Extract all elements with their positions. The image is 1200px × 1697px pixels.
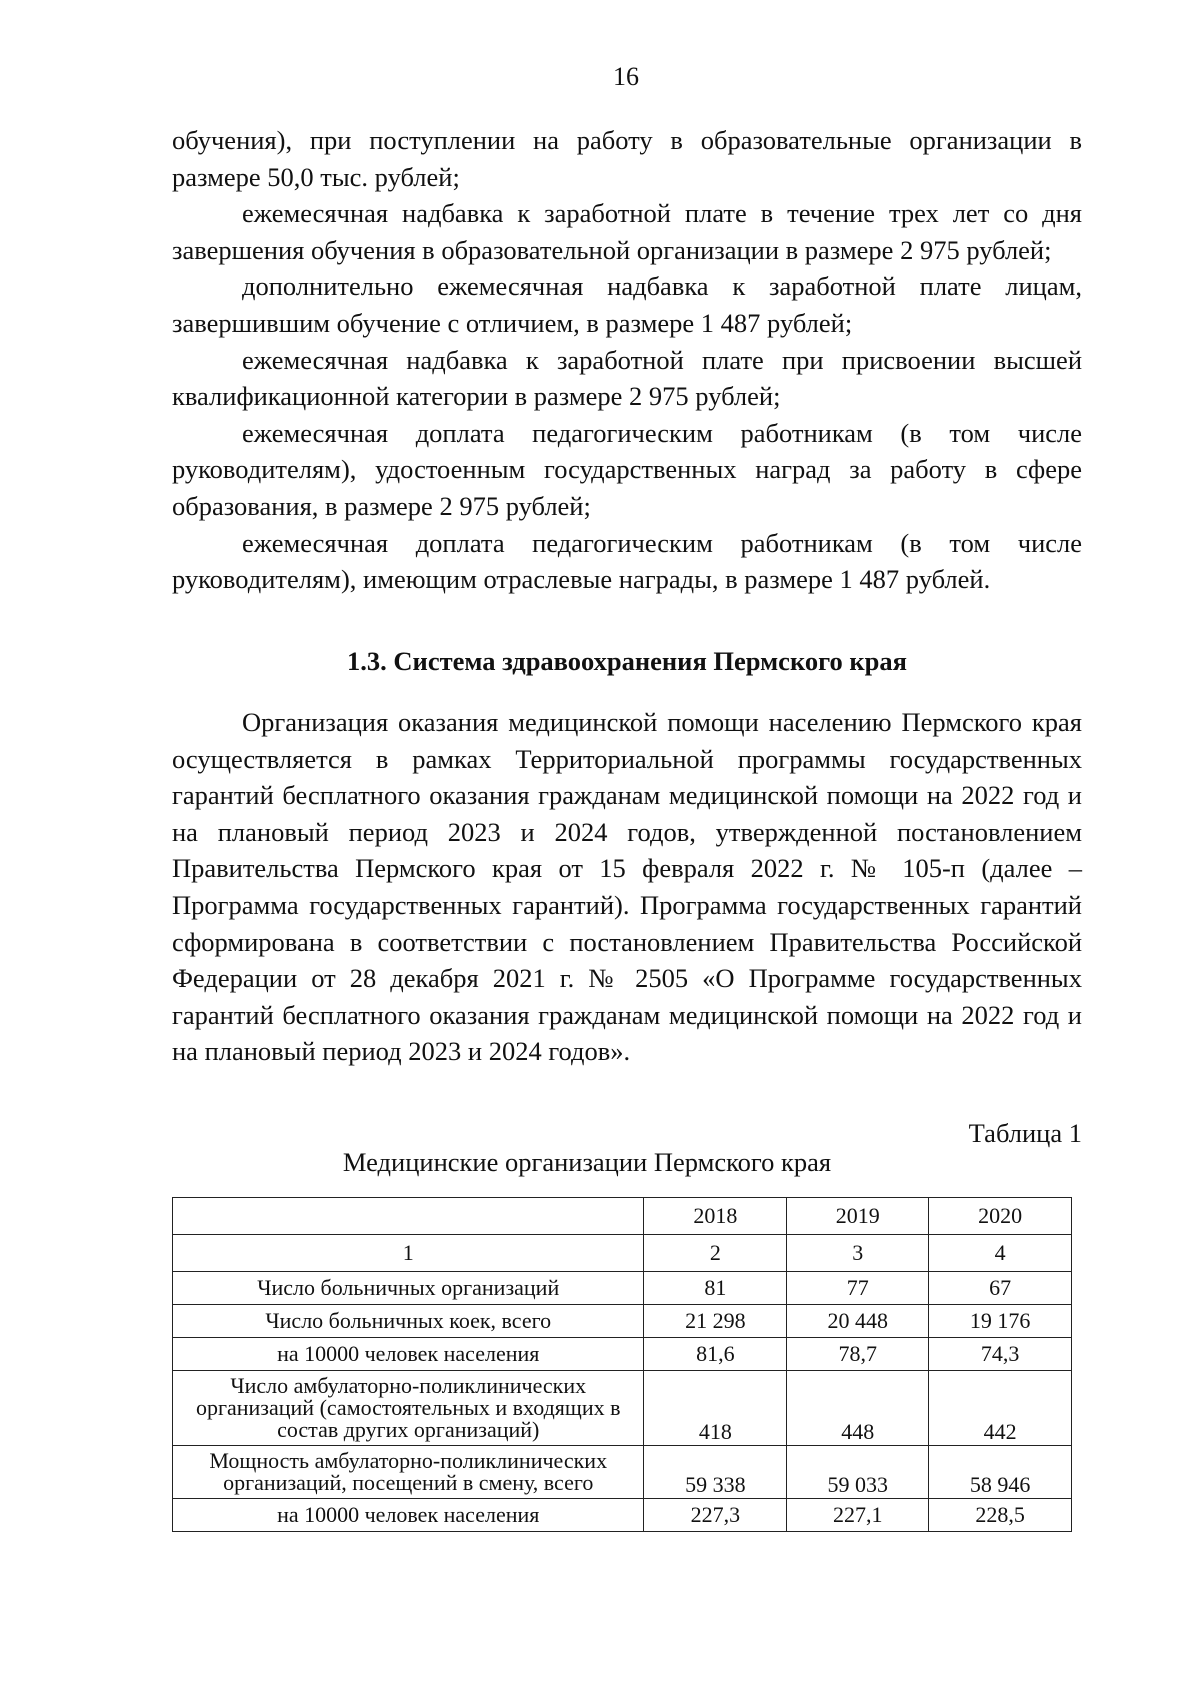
paragraph: ежемесячная доплата педагогическим работникам (в том числе руководителям), имеющим отраслевые награды, в размере 1 487 рублей. bbox=[172, 527, 1082, 595]
table-row-label: на 10000 человек населения bbox=[173, 1338, 644, 1371]
table-header-cell: 2019 bbox=[787, 1198, 929, 1235]
table-row-label: на 10000 человек населения bbox=[173, 1499, 644, 1532]
table-cell: 418 bbox=[644, 1371, 787, 1446]
table-cell: 78,7 bbox=[787, 1338, 929, 1371]
table-cell: 67 bbox=[929, 1272, 1072, 1305]
table-number-label: Таблица 1 bbox=[968, 1118, 1082, 1148]
table-cell: 227,1 bbox=[787, 1499, 929, 1532]
section-heading: 1.3. Система здравоохранения Пермского края bbox=[347, 646, 907, 676]
table-cell: 227,3 bbox=[644, 1499, 787, 1532]
table-row bbox=[173, 1499, 1072, 1532]
table-cell: 228,5 bbox=[929, 1499, 1072, 1532]
table-cell: 19 176 bbox=[929, 1305, 1072, 1338]
table-cell: 74,3 bbox=[929, 1338, 1072, 1371]
table-cell: 59 033 bbox=[787, 1446, 929, 1499]
table-column-number: 1 bbox=[173, 1235, 644, 1272]
table-header-row bbox=[173, 1198, 1072, 1235]
table-cell: 21 298 bbox=[644, 1305, 787, 1338]
table-cell: 77 bbox=[787, 1272, 929, 1305]
table-row bbox=[173, 1272, 1072, 1305]
table-header-cell: 2018 bbox=[644, 1198, 787, 1235]
section-text-block bbox=[172, 704, 1082, 1070]
table-column-number: 4 bbox=[929, 1235, 1072, 1272]
table-column-number-row bbox=[173, 1235, 1072, 1272]
table-cell: 59 338 bbox=[644, 1446, 787, 1499]
paragraph: ежемесячная доплата педагогическим работникам (в том числе руководителям), удостоенным государственных наград за работу в сфере образования, в размере 2 975 рублей; bbox=[172, 417, 1082, 521]
table-column-number: 3 bbox=[787, 1235, 929, 1272]
page-number: 16 bbox=[613, 62, 639, 91]
paragraph: обучения), при поступлении на работу в образовательные организации в размере 50,0 тыс. рублей; bbox=[172, 125, 1082, 192]
intro-text-block bbox=[172, 122, 1082, 598]
table-cell: 81,6 bbox=[644, 1338, 787, 1371]
paragraph: дополнительно ежемесячная надбавка к заработной плате лицам, завершившим обучение с отличием, в размере 1 487 рублей; bbox=[172, 271, 1082, 338]
table-cell: 20 448 bbox=[787, 1305, 929, 1338]
table-cell: 442 bbox=[929, 1371, 1072, 1446]
paragraph: ежемесячная надбавка к заработной плате в течение трех лет со дня завершения обучения в образовательной организации в размере 2 975 рублей; bbox=[172, 198, 1082, 265]
table-row-label: Число больничных организаций bbox=[173, 1272, 644, 1305]
table-header-cell bbox=[173, 1198, 644, 1235]
paragraph: Организация оказания медицинской помощи населению Пермского края осуществляется в рамках Территориальной программы государственных гарантий бесплатного оказания гражданам медицинской помощи на 2022 год и на плановый период 2023 и 2024 годов, утвержденной постановлением Правительства Пермского края от 15 февраля 2022 г. № 105-п (далее – Программа государственных гарантий). Программа государственных гарантий сформирована в соответствии с постановлением Правительства Российской Федерации от 28 декабря 2021 г. № 2505 «О Программе государственных гарантий бесплатного оказания гражданам медицинской помощи на 2022 год и на плановый период 2023 и 2024 годов». bbox=[172, 707, 1082, 1067]
table-cell: 81 bbox=[644, 1272, 787, 1305]
table-header-cell: 2020 bbox=[929, 1198, 1072, 1235]
table-row-label: Число амбулаторно-поликлинических организаций (самостоятельных и входящих в состав других организаций) bbox=[173, 1371, 644, 1446]
table-row bbox=[173, 1371, 1072, 1446]
paragraph: ежемесячная надбавка к заработной плате при присвоении высшей квалификационной категории в размере 2 975 рублей; bbox=[172, 344, 1082, 412]
table-row-label: Число больничных коек, всего bbox=[173, 1305, 644, 1338]
table-row bbox=[173, 1305, 1072, 1338]
table-row bbox=[173, 1446, 1072, 1499]
table-row-label: Мощность амбулаторно-поликлинических организаций, посещений в смену, всего bbox=[173, 1446, 644, 1499]
table-title: Медицинские организации Пермского края bbox=[342, 1147, 832, 1177]
table-row bbox=[173, 1338, 1072, 1371]
table-column-number: 2 bbox=[644, 1235, 787, 1272]
table-cell: 58 946 bbox=[929, 1446, 1072, 1499]
table-cell: 448 bbox=[787, 1371, 929, 1446]
medical-organizations-table bbox=[172, 1197, 1072, 1532]
